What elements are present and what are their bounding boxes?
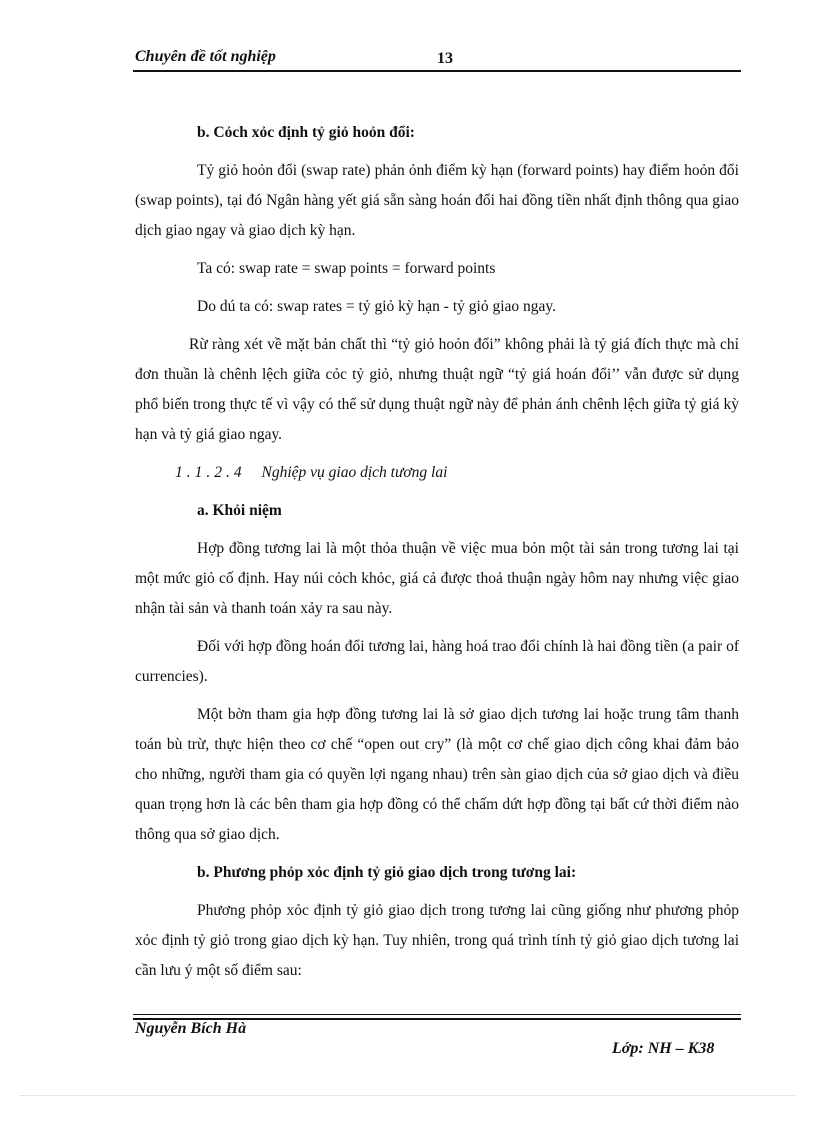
footer-author: Nguyễn Bích Hà [135,1020,247,1037]
paragraph-swap-rate-nature: Rừ ràng xét về mặt bản chất thì “tỷ giỏ hoỏn đổi” không phải là tỷ giá đích thực mà chỉ đơn thuần là chênh lệch giữa cỏc tỷ giỏ, nhưng thuật ngữ “tỷ giá hoán đổi’’ vẫn được sử dụng phổ biến trong thực tế vì vậy có thể sử dụng thuật ngữ này để phản ánh chênh lệch giữa tỷ giá kỳ hạn và tỷ giá giao ngay. [135,336,739,443]
formula-swap-rate: Ta có: swap rate = swap points = forward points [197,260,496,277]
section-title: Nghiệp vụ giao dịch tương lai [261,464,448,481]
formula-swap-rates: Do dú ta có: swap rates = tỷ giỏ kỳ hạn - tỷ giỏ giao ngay. [197,298,556,315]
paragraph-exchange-party: Một bờn tham gia hợp đồng tương lai là sở giao dịch tương lai hoặc trung tâm thanh toán bù trừ, thực hiện theo cơ chế “open out cry” (là một cơ chế giao dịch công khai đảm bảo cho những, người tham gia có quyền lợi ngang nhau) trên sàn giao dịch của sở giao dịch và điều quan trọng hơn là các bên tham gia hợp đồng có thể chấm dứt hợp đồng tại bất cứ thời điểm nào thông qua sở giao dịch. [135,706,739,843]
paragraph-swap-rate-definition: Tỷ giỏ hoỏn đổi (swap rate) phản ỏnh điểm kỳ hạn (forward points) hay điểm hoỏn đổi (swap points), tại đó Ngân hàng yết giá sẵn sàng hoán đổi hai đồng tiền nhất định thông qua giao dịch giao ngay và giao dịch kỳ hạn. [135,162,739,239]
paragraph-futures-rate-method: Phương phỏp xỏc định tỷ giỏ giao dịch trong tương lai cũng giống như phương phỏp xỏc định tỷ giỏ trong giao dịch kỳ hạn. Tuy nhiên, trong quá trình tính tỷ giỏ giao dịch tương lai cần lưu ý một số điểm sau: [135,902,739,979]
footer-class: Lớp: NH – K38 [612,1040,715,1057]
paragraph-futures-contract: Hợp đồng tương lai là một thỏa thuận về việc mua bỏn một tài sản trong tương lai tại một mức giỏ cố định. Hay núi cỏch khỏc, giá cả được thoả thuận ngày hôm nay nhưng việc giao nhận tài sản và thanh toán xảy ra sau này. [135,540,739,617]
footer-divider-thin [133,1014,741,1015]
section-number: 1.1.2.4 [175,464,246,481]
heading-futures-rate-method: b. Phương phỏp xỏc định tỷ giỏ giao dịch trong tương lai: [197,864,577,881]
header-divider [133,70,741,72]
page-number: 13 [437,50,453,67]
paragraph-currency-futures: Đối với hợp đồng hoán đổi tương lai, hàng hoá trao đổi chính là hai đồng tiền (a pair of currencies). [135,638,739,685]
section-heading-futures [135,458,739,488]
heading-swap-rate-method: b. Cỏch xỏc định tỷ giỏ hoỏn đổi: [197,124,415,141]
header-title: Chuyên đề tốt nghiệp [135,48,276,65]
page-bottom-border [20,1095,796,1096]
heading-concept: a. Khỏi niệm [197,502,282,519]
document-body [135,118,739,994]
